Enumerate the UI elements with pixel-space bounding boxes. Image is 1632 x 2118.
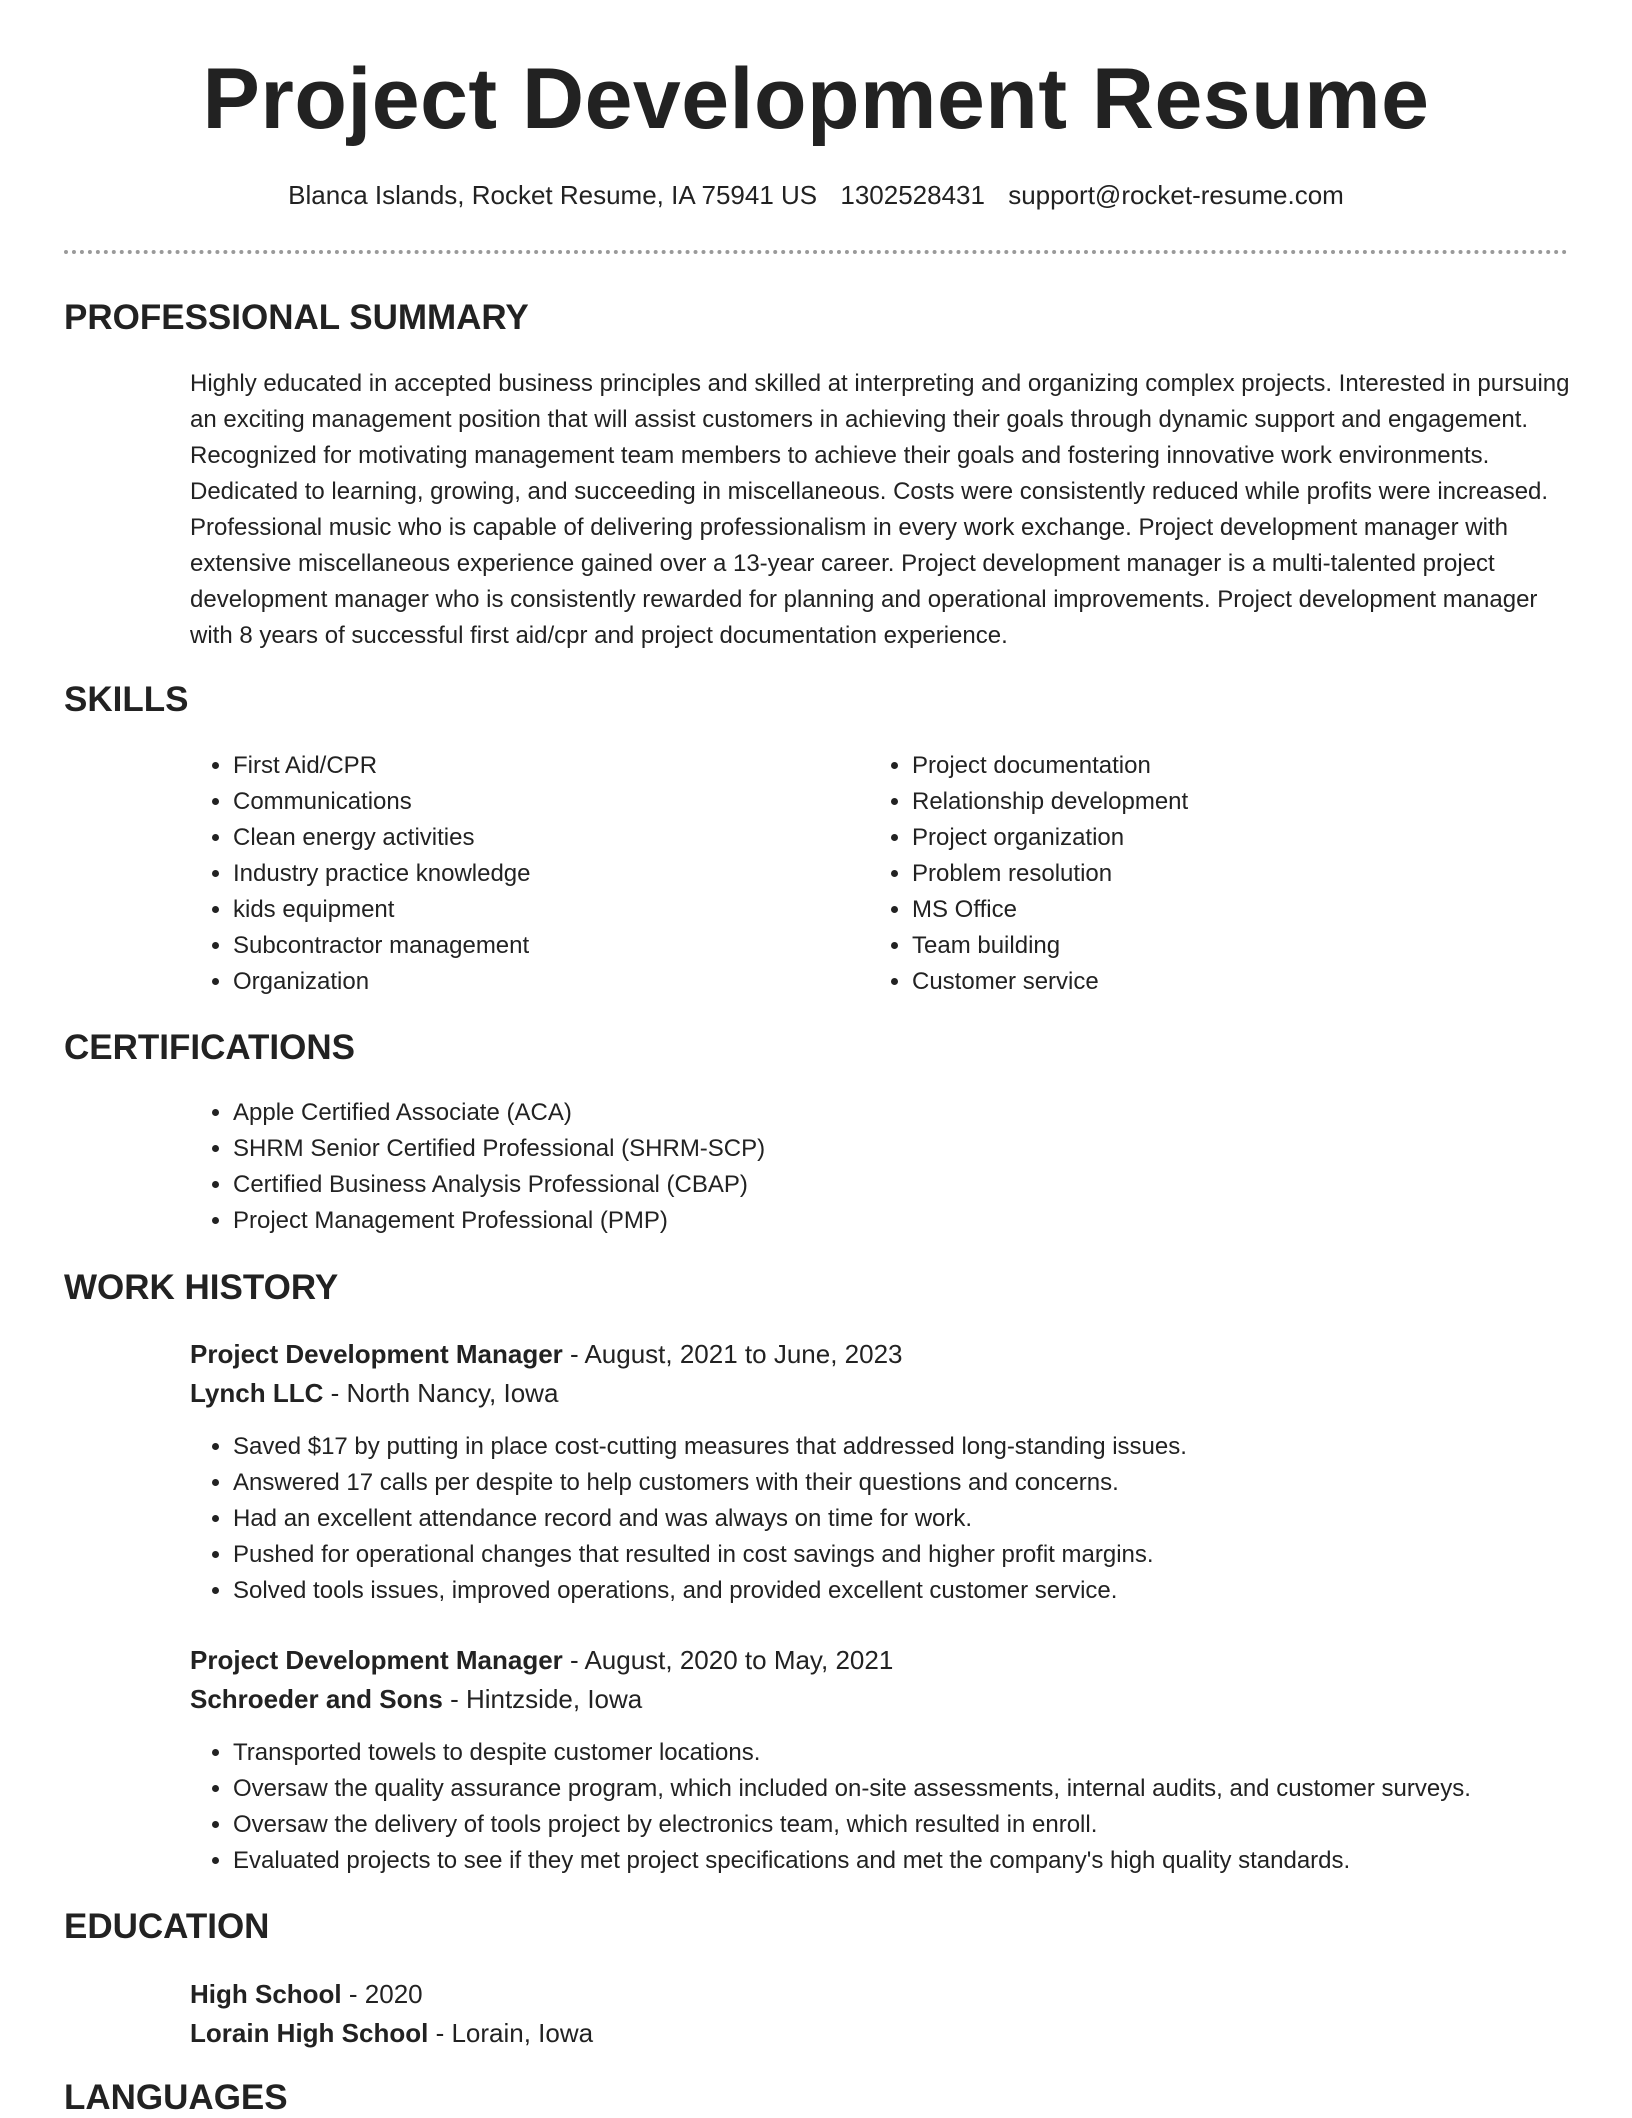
header-divider bbox=[64, 250, 1568, 254]
skill-item: • Clean energy activities bbox=[233, 820, 829, 856]
skills-column-right bbox=[868, 748, 1508, 1000]
contact-email[interactable]: support@rocket-resume.com bbox=[1008, 180, 1344, 210]
education-degree-line bbox=[190, 1975, 1570, 2014]
certification-item: • Project Management Professional (PMP) bbox=[233, 1203, 1489, 1239]
job-dates: - August, 2021 to June, 2023 bbox=[562, 1339, 903, 1369]
job-entry bbox=[190, 1335, 1570, 1609]
job-company-line bbox=[190, 1680, 1570, 1719]
contact-address: Blanca Islands, Rocket Resume, IA 75941 US bbox=[288, 180, 818, 210]
skill-item: • MS Office bbox=[912, 892, 1508, 928]
certification-item: • SHRM Senior Certified Professional (SHRM-SCP) bbox=[233, 1131, 1489, 1167]
job-title-line bbox=[190, 1641, 1570, 1680]
skill-item: • Team building bbox=[912, 928, 1508, 964]
section-title-certifications: CERTIFICATIONS bbox=[64, 1028, 356, 1067]
job-bullet: • Solved tools issues, improved operations, and provided excellent customer service. bbox=[233, 1573, 1570, 1609]
job-company-line bbox=[190, 1374, 1570, 1413]
resume-title: Project Development Resume bbox=[202, 51, 1430, 147]
skill-item: • kids equipment bbox=[233, 892, 829, 928]
skill-item: • Relationship development bbox=[912, 784, 1508, 820]
job-bullet: • Evaluated projects to see if they met project specifications and met the company's high quality standards. bbox=[233, 1843, 1570, 1879]
skill-item: • First Aid/CPR bbox=[233, 748, 829, 784]
skill-item: • Project documentation bbox=[912, 748, 1508, 784]
job-bullet: • Oversaw the delivery of tools project by electronics team, which resulted in enroll. bbox=[233, 1807, 1570, 1843]
job-bullet: • Saved $17 by putting in place cost-cutting measures that addressed long-standing issues. bbox=[233, 1429, 1570, 1465]
job-bullet: • Had an excellent attendance record and was always on time for work. bbox=[233, 1501, 1570, 1537]
certification-item: • Apple Certified Associate (ACA) bbox=[233, 1095, 1489, 1131]
job-bullet: • Transported towels to despite customer locations. bbox=[233, 1735, 1570, 1771]
skill-item: • Industry practice knowledge bbox=[233, 856, 829, 892]
job-location: - North Nancy, Iowa bbox=[323, 1378, 559, 1408]
section-title-education: EDUCATION bbox=[64, 1907, 270, 1946]
education-degree: High School bbox=[190, 1979, 342, 2009]
job-location: - Hintzside, Iowa bbox=[442, 1684, 643, 1714]
summary-text: Highly educated in accepted business principles and skilled at interpreting and organizing complex projects. Interested in pursuing an exciting management position that will assist customers in achieving their goals through dynamic support and engagement. Recognized for motivating management team members to achieve their goals and fostering innovative work environments. Dedicated to learning, growing, and succeeding in miscellaneous. Costs were consistently reduced while profits were increased. Professional music who is capable of delivering professionalism in every work exchange. Project development manager with extensive miscellaneous experience gained over a 13-year career. Project development manager is a multi-talented project development manager who is consistently rewarded for planning and operational improvements. Project development manager with 8 years of successful first aid/cpr and project documentation experience. bbox=[190, 370, 1570, 649]
job-company: Schroeder and Sons bbox=[190, 1684, 443, 1714]
section-title-skills: SKILLS bbox=[64, 680, 189, 719]
job-role: Project Development Manager bbox=[190, 1645, 563, 1675]
job-bullet: • Oversaw the quality assurance program, which included on-site assessments, internal audits, and customer surveys. bbox=[233, 1771, 1570, 1807]
section-title-languages: LANGUAGES bbox=[64, 2078, 288, 2117]
education-year: - 2020 bbox=[341, 1979, 423, 2009]
education-school: Lorain High School bbox=[190, 2018, 429, 2048]
contact-phone: 1302528431 bbox=[840, 180, 985, 210]
education-school-line bbox=[190, 2014, 1570, 2053]
job-bullet: • Pushed for operational changes that resulted in cost savings and higher profit margins. bbox=[233, 1537, 1570, 1573]
skills-column-left bbox=[189, 748, 829, 1000]
job-title-line bbox=[190, 1335, 1570, 1374]
job-role: Project Development Manager bbox=[190, 1339, 563, 1369]
job-bullets bbox=[189, 1429, 1570, 1609]
section-title-work-history: WORK HISTORY bbox=[64, 1268, 339, 1307]
skill-item: • Organization bbox=[233, 964, 829, 1000]
section-title-summary: PROFESSIONAL SUMMARY bbox=[64, 298, 529, 337]
job-company: Lynch LLC bbox=[190, 1378, 324, 1408]
job-bullets bbox=[189, 1735, 1570, 1879]
education-entry bbox=[190, 1975, 1570, 2053]
contact-line bbox=[0, 180, 1632, 211]
certifications-list bbox=[189, 1095, 1489, 1239]
skill-item: • Customer service bbox=[912, 964, 1508, 1000]
skill-item: • Problem resolution bbox=[912, 856, 1508, 892]
job-entry bbox=[190, 1641, 1570, 1879]
education-location: - Lorain, Iowa bbox=[428, 2018, 594, 2048]
job-dates: - August, 2020 to May, 2021 bbox=[562, 1645, 894, 1675]
skill-item: • Communications bbox=[233, 784, 829, 820]
job-bullet: • Answered 17 calls per despite to help customers with their questions and concerns. bbox=[233, 1465, 1570, 1501]
skill-item: • Project organization bbox=[912, 820, 1508, 856]
certification-item: • Certified Business Analysis Professional (CBAP) bbox=[233, 1167, 1489, 1203]
skill-item: • Subcontractor management bbox=[233, 928, 829, 964]
